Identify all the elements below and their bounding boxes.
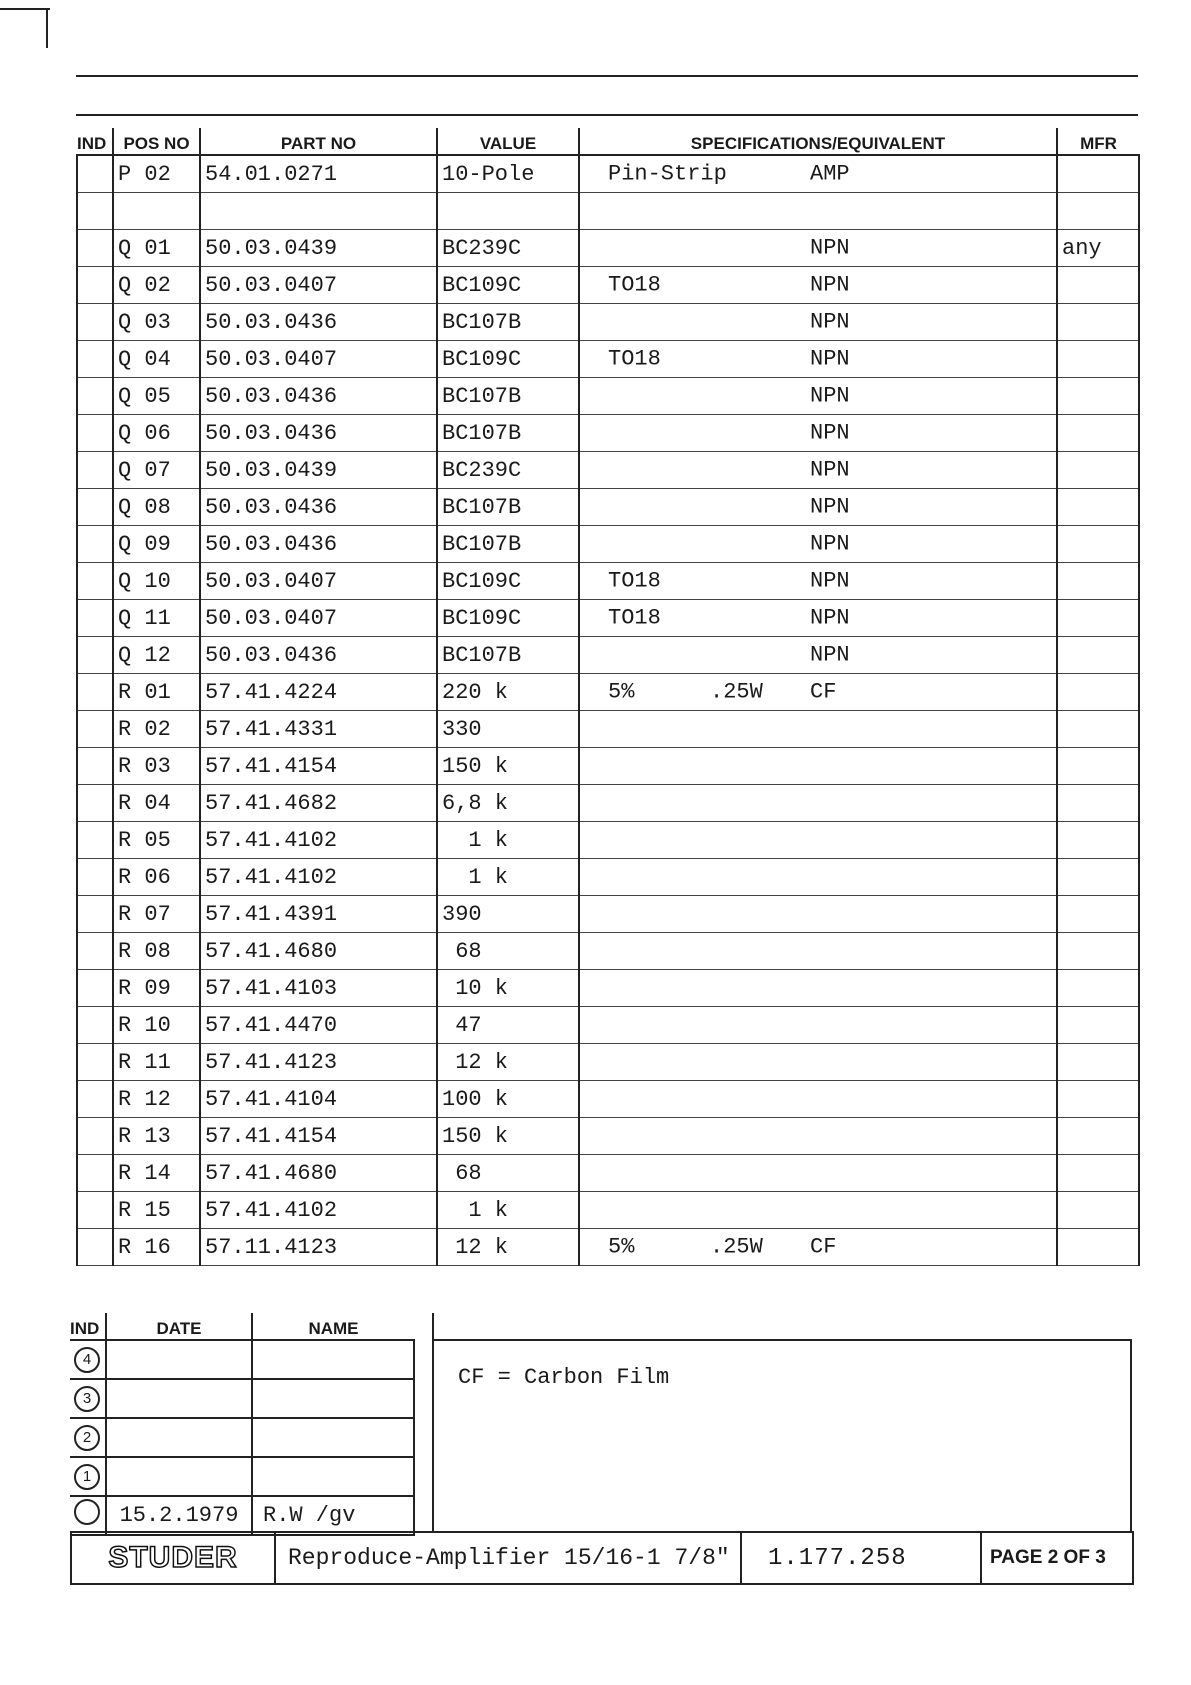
table-row [77,785,1139,822]
cell-part-no: 57.41.4102 [200,822,437,859]
table-row [77,489,1139,526]
cell-ind [77,341,113,378]
table-row [77,748,1139,785]
revision-index-circle: 1 [74,1464,100,1490]
rev-cell-date [106,1457,252,1496]
corner-mark-vertical [46,8,48,48]
cell-pos-no: Q 02 [113,267,200,304]
corner-mark [0,8,50,10]
table-row [77,1155,1139,1192]
table-row [77,267,1139,304]
cell-part-no: 50.03.0439 [200,230,437,267]
cell-value [437,193,579,230]
rev-cell-name [252,1340,414,1379]
cell-ind [77,378,113,415]
revision-index-circle: 2 [74,1425,100,1451]
cell-value: 330 [437,711,579,748]
cell-value: BC239C [437,230,579,267]
rev-cell-ind [70,1457,106,1496]
spec-part-1: TO18 [608,272,661,298]
cell-value: 150 k [437,1118,579,1155]
cell-part-no: 50.03.0436 [200,304,437,341]
cell-specifications [579,378,1057,415]
cell-value: 220 k [437,674,579,711]
cell-mfr [1057,748,1139,785]
cell-ind [77,1081,113,1118]
drawing-number: 1.177.258 [740,1533,980,1583]
table-row [77,415,1139,452]
spec-part-3: NPN [810,457,850,483]
col-header-pos-no: POS NO [113,128,200,155]
revision-header-row [70,1313,414,1340]
cell-pos-no: Q 01 [113,230,200,267]
cell-mfr: any [1057,230,1139,267]
cell-value: BC107B [437,637,579,674]
rev-header-date: DATE [106,1313,252,1340]
spec-part-3: NPN [810,272,850,298]
table-row [77,822,1139,859]
cell-part-no: 50.03.0436 [200,526,437,563]
spec-part-3: NPN [810,235,850,261]
cell-ind [77,674,113,711]
cell-specifications [579,415,1057,452]
revision-row [70,1418,414,1457]
cell-part-no: 50.03.0407 [200,600,437,637]
cell-mfr [1057,415,1139,452]
parts-list-body [77,155,1139,1266]
cell-specifications [579,933,1057,970]
note-divider [432,1313,434,1339]
cell-pos-no: R 03 [113,748,200,785]
cell-value: 1 k [437,1192,579,1229]
cell-ind [77,304,113,341]
table-row [77,711,1139,748]
cell-part-no: 50.03.0407 [200,341,437,378]
spec-part-3: AMP [810,161,850,187]
cell-part-no [200,193,437,230]
cell-pos-no: Q 05 [113,378,200,415]
cell-pos-no: R 05 [113,822,200,859]
table-row [77,896,1139,933]
cell-value: BC109C [437,563,579,600]
cell-value: 68 [437,933,579,970]
cell-value: BC107B [437,489,579,526]
cell-part-no: 57.41.4104 [200,1081,437,1118]
cell-mfr [1057,785,1139,822]
cell-specifications [579,637,1057,674]
rev-cell-ind [70,1418,106,1457]
cell-ind [77,970,113,1007]
cell-part-no: 50.03.0436 [200,415,437,452]
revision-body [70,1340,414,1535]
col-header-value: VALUE [437,128,579,155]
cell-pos-no: R 06 [113,859,200,896]
cell-value: 12 k [437,1044,579,1081]
cell-mfr [1057,970,1139,1007]
cell-pos-no: Q 10 [113,563,200,600]
parts-header-row [77,128,1139,155]
cell-ind [77,896,113,933]
cell-specifications [579,267,1057,304]
cell-pos-no: Q 11 [113,600,200,637]
cell-value: 10-Pole [437,155,579,193]
cell-ind [77,1192,113,1229]
cell-ind [77,748,113,785]
cell-specifications [579,1118,1057,1155]
cell-specifications [579,1192,1057,1229]
cell-ind [77,1007,113,1044]
cell-ind [77,563,113,600]
table-row [77,563,1139,600]
col-header-specifications: SPECIFICATIONS/EQUIVALENT [579,128,1057,155]
table-row [77,193,1139,230]
rev-cell-date [106,1379,252,1418]
cell-value: BC107B [437,415,579,452]
table-row [77,1229,1139,1266]
cell-value: 10 k [437,970,579,1007]
cell-specifications [579,600,1057,637]
cell-pos-no: R 09 [113,970,200,1007]
cell-ind [77,1118,113,1155]
cell-mfr [1057,341,1139,378]
spec-part-2: .25W [710,1234,763,1260]
col-header-part-no: PART NO [200,128,437,155]
cell-value: BC109C [437,267,579,304]
table-row [77,933,1139,970]
revision-row [70,1457,414,1496]
cell-specifications [579,341,1057,378]
spec-part-1: TO18 [608,346,661,372]
cell-mfr [1057,1007,1139,1044]
cell-pos-no: R 01 [113,674,200,711]
cell-ind [77,489,113,526]
cell-part-no: 57.41.4680 [200,1155,437,1192]
cell-mfr [1057,1118,1139,1155]
cell-value: 68 [437,1155,579,1192]
cell-specifications [579,970,1057,1007]
cell-ind [77,1044,113,1081]
cell-specifications [579,1155,1057,1192]
cell-ind [77,1229,113,1266]
cell-mfr [1057,711,1139,748]
rev-cell-ind [70,1340,106,1379]
cell-mfr [1057,1044,1139,1081]
cell-part-no: 57.41.4102 [200,859,437,896]
cell-part-no: 50.03.0436 [200,637,437,674]
cell-value: BC239C [437,452,579,489]
header-rule [76,114,1138,116]
cell-part-no: 57.41.4102 [200,1192,437,1229]
spec-part-3: NPN [810,568,850,594]
cell-part-no: 57.41.4391 [200,896,437,933]
cell-ind [77,859,113,896]
revision-row [70,1379,414,1418]
cell-ind [77,822,113,859]
table-row [77,341,1139,378]
title-block [70,1531,1134,1585]
spec-part-1: 5% [608,1234,635,1260]
rev-cell-date: 15.2.1979 [106,1496,252,1535]
cell-pos-no: R 14 [113,1155,200,1192]
cell-mfr [1057,1192,1139,1229]
cell-pos-no: Q 12 [113,637,200,674]
spec-part-3: NPN [810,420,850,446]
spec-part-3: NPN [810,383,850,409]
cell-part-no: 57.41.4470 [200,1007,437,1044]
cell-part-no: 50.03.0436 [200,378,437,415]
cell-mfr [1057,193,1139,230]
spec-part-1: 5% [608,679,635,705]
cell-ind [77,600,113,637]
page-indicator: PAGE 2 OF 3 [980,1533,1132,1583]
table-row [77,1044,1139,1081]
cell-specifications [579,155,1057,193]
cell-mfr [1057,563,1139,600]
cell-part-no: 50.03.0439 [200,452,437,489]
cell-value: BC109C [437,600,579,637]
cell-pos-no: Q 09 [113,526,200,563]
table-row [77,674,1139,711]
cell-specifications [579,526,1057,563]
cell-pos-no: R 08 [113,933,200,970]
spec-part-3: NPN [810,346,850,372]
revision-index-circle: 4 [74,1347,100,1373]
cell-mfr [1057,452,1139,489]
cell-mfr [1057,933,1139,970]
cell-pos-no: R 16 [113,1229,200,1266]
cell-value: 100 k [437,1081,579,1118]
cell-pos-no: R 10 [113,1007,200,1044]
cell-value: 6,8 k [437,785,579,822]
cell-ind [77,933,113,970]
cell-mfr [1057,378,1139,415]
cell-ind [77,267,113,304]
spec-part-3: NPN [810,605,850,631]
cell-mfr [1057,489,1139,526]
spec-part-3: NPN [810,642,850,668]
rev-cell-date [106,1340,252,1379]
cell-mfr [1057,637,1139,674]
cell-pos-no: R 12 [113,1081,200,1118]
cell-part-no: 57.41.4154 [200,748,437,785]
spec-part-1: Pin-Strip [608,161,727,187]
cell-pos-no: R 07 [113,896,200,933]
cell-ind [77,155,113,193]
table-row [77,637,1139,674]
cell-specifications [579,1044,1057,1081]
spec-part-3: NPN [810,494,850,520]
cell-pos-no: R 13 [113,1118,200,1155]
cell-ind [77,785,113,822]
cell-specifications [579,822,1057,859]
spec-part-3: NPN [810,309,850,335]
cell-specifications [579,1007,1057,1044]
cell-pos-no: Q 06 [113,415,200,452]
spec-part-3: NPN [810,531,850,557]
cell-pos-no: R 02 [113,711,200,748]
cell-mfr [1057,155,1139,193]
cell-ind [77,711,113,748]
cell-mfr [1057,859,1139,896]
table-row [77,304,1139,341]
table-row [77,526,1139,563]
cell-specifications [579,896,1057,933]
table-row [77,1118,1139,1155]
cell-specifications [579,1229,1057,1266]
cell-ind [77,230,113,267]
rev-cell-date [106,1418,252,1457]
cell-value: 150 k [437,748,579,785]
cell-specifications [579,452,1057,489]
cell-part-no: 57.41.4680 [200,933,437,970]
cell-value: 1 k [437,822,579,859]
cell-mfr [1057,1155,1139,1192]
cell-part-no: 57.41.4154 [200,1118,437,1155]
col-header-ind: IND [77,128,113,155]
cell-pos-no: Q 07 [113,452,200,489]
cell-pos-no: Q 08 [113,489,200,526]
cell-value: BC107B [437,378,579,415]
rev-cell-name [252,1418,414,1457]
rev-header-name: NAME [252,1313,414,1340]
parts-list-table [76,128,1140,1266]
cell-specifications [579,304,1057,341]
cell-part-no: 57.41.4331 [200,711,437,748]
table-row [77,230,1139,267]
table-row [77,1192,1139,1229]
cell-value: 390 [437,896,579,933]
spec-part-2: .25W [710,679,763,705]
top-rule [76,75,1138,77]
cell-pos-no: R 11 [113,1044,200,1081]
spec-part-3: CF [810,1234,837,1260]
revision-index-circle [74,1499,100,1525]
cell-part-no: 54.01.0271 [200,155,437,193]
cell-value: 47 [437,1007,579,1044]
cell-part-no: 57.41.4123 [200,1044,437,1081]
cell-value: 12 k [437,1229,579,1266]
cell-pos-no [113,193,200,230]
cell-pos-no: R 04 [113,785,200,822]
table-row [77,600,1139,637]
revision-note: CF = Carbon Film [432,1339,1132,1531]
rev-cell-ind [70,1496,106,1535]
cell-part-no: 50.03.0407 [200,267,437,304]
spec-part-1: TO18 [608,605,661,631]
cell-pos-no: P 02 [113,155,200,193]
cell-specifications [579,489,1057,526]
cell-part-no: 50.03.0436 [200,489,437,526]
cell-ind [77,452,113,489]
cell-mfr [1057,896,1139,933]
cell-pos-no: R 15 [113,1192,200,1229]
table-row [77,378,1139,415]
cell-value: 1 k [437,859,579,896]
cell-part-no: 57.41.4224 [200,674,437,711]
cell-mfr [1057,1229,1139,1266]
rev-header-ind: IND [70,1313,106,1340]
cell-value: BC107B [437,526,579,563]
cell-pos-no: Q 03 [113,304,200,341]
cell-pos-no: Q 04 [113,341,200,378]
cell-part-no: 57.41.4103 [200,970,437,1007]
rev-cell-name [252,1379,414,1418]
cell-ind [77,637,113,674]
cell-mfr [1057,267,1139,304]
rev-cell-name: R.W /gv [252,1496,414,1535]
cell-mfr [1057,822,1139,859]
table-row [77,1081,1139,1118]
cell-ind [77,526,113,563]
studer-logo: STUDER [108,1541,238,1574]
cell-mfr [1057,304,1139,341]
cell-specifications [579,674,1057,711]
spec-part-1: TO18 [608,568,661,594]
revision-row [70,1496,414,1535]
cell-mfr [1057,1081,1139,1118]
col-header-mfr: MFR [1057,128,1139,155]
cell-part-no: 50.03.0407 [200,563,437,600]
cell-mfr [1057,600,1139,637]
rev-cell-ind [70,1379,106,1418]
revision-index-circle: 3 [74,1386,100,1412]
revision-row [70,1340,414,1379]
document-title: Reproduce-Amplifier 15/16-1 7/8" [274,1533,740,1583]
cell-ind [77,1155,113,1192]
cell-value: BC107B [437,304,579,341]
cell-mfr [1057,526,1139,563]
rev-cell-name [252,1457,414,1496]
table-row [77,452,1139,489]
cell-mfr [1057,674,1139,711]
table-row [77,155,1139,193]
cell-value: BC109C [437,341,579,378]
table-row [77,970,1139,1007]
cell-specifications [579,563,1057,600]
cell-specifications [579,785,1057,822]
cell-part-no: 57.11.4123 [200,1229,437,1266]
cell-specifications [579,711,1057,748]
cell-ind [77,193,113,230]
cell-specifications [579,230,1057,267]
cell-specifications [579,193,1057,230]
cell-specifications [579,1081,1057,1118]
cell-ind [77,415,113,452]
revision-block [70,1313,1134,1533]
cell-part-no: 57.41.4682 [200,785,437,822]
spec-part-3: CF [810,679,837,705]
revision-table [70,1313,415,1536]
table-row [77,1007,1139,1044]
table-row [77,859,1139,896]
cell-specifications [579,859,1057,896]
cell-specifications [579,748,1057,785]
